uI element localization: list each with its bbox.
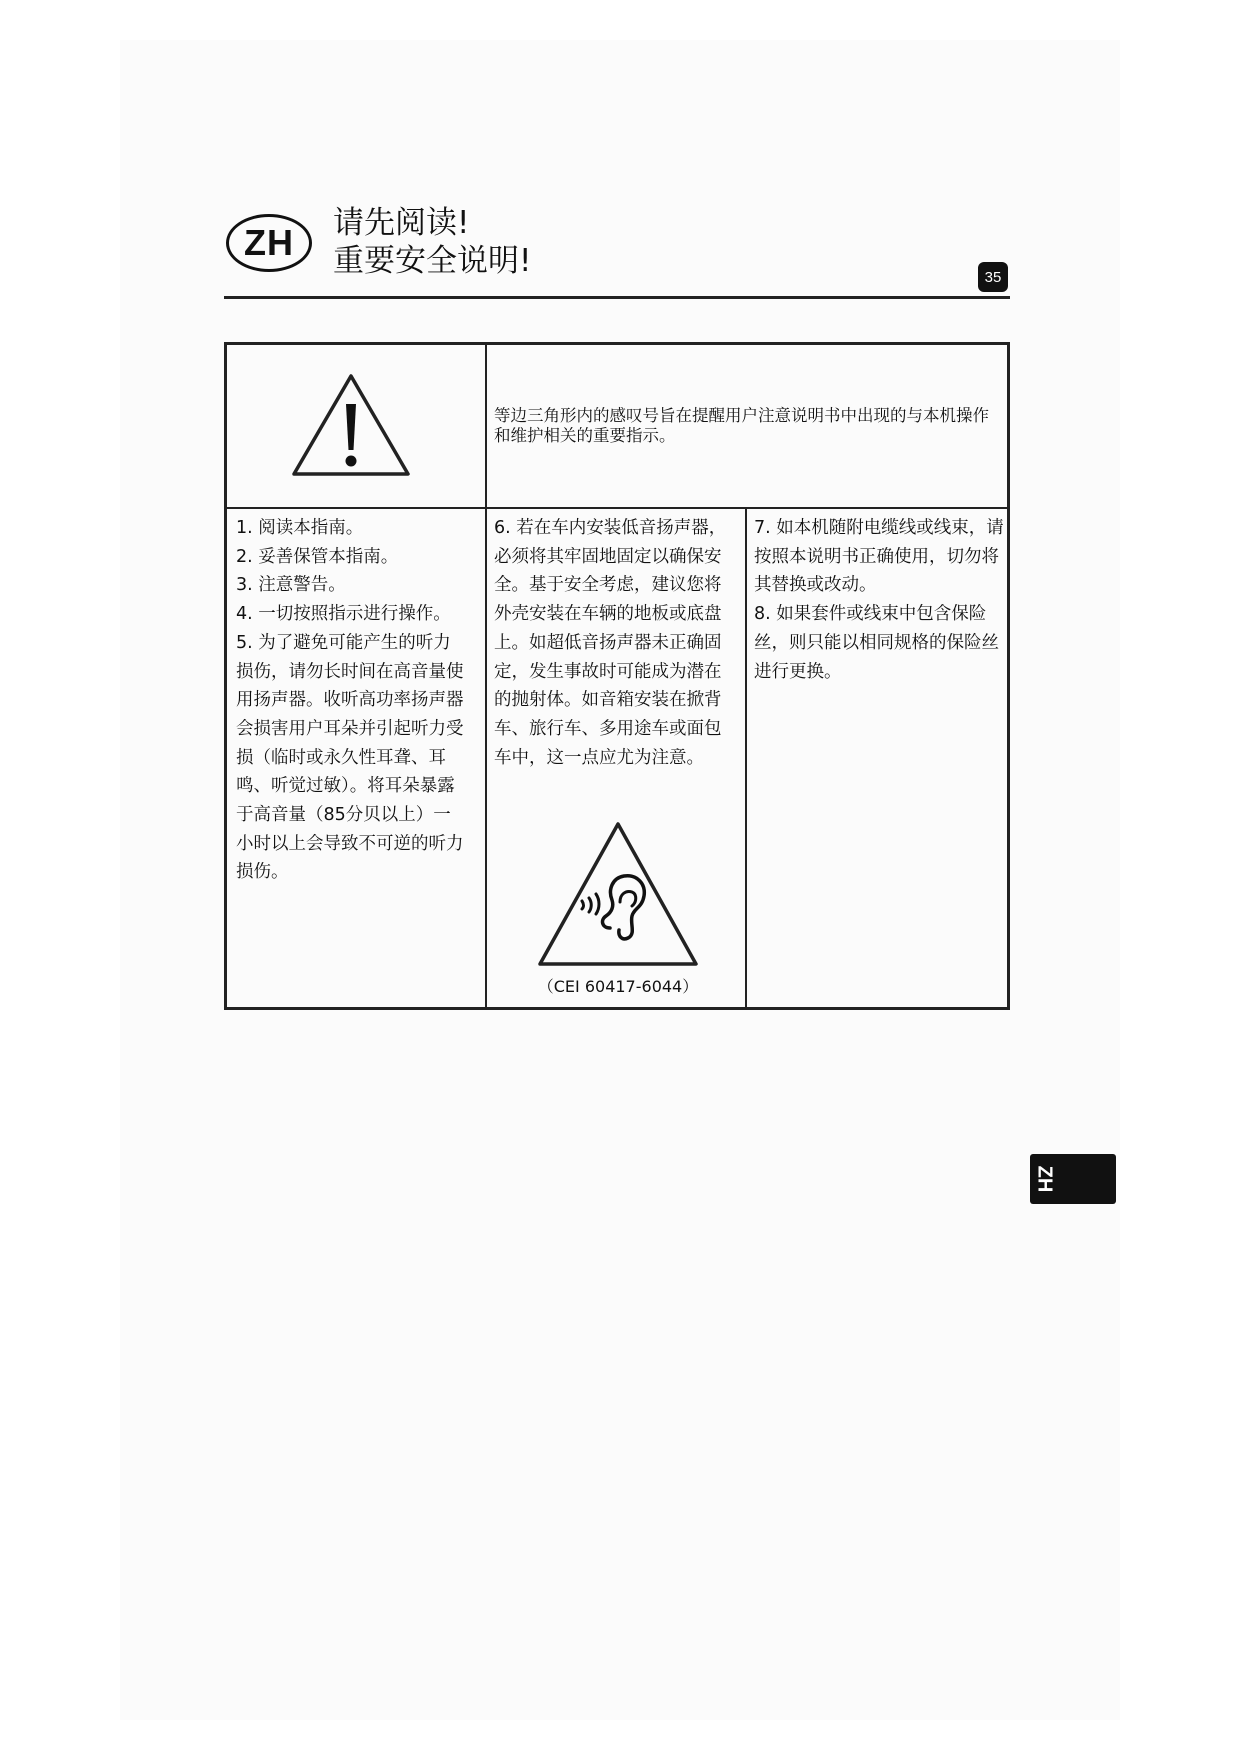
page-title [333, 204, 531, 280]
title-line-2: 重要安全说明! [333, 243, 532, 279]
instruction-item: 5. 为了避免可能产生的听力损伤，请勿长时间在高音量使用扬声器。收听高功率扬声器会损害用户耳朵并引起听力受损（临时或永久性耳聋、耳鸣、听觉过敏）。将耳朵暴露于高音量（85分贝以上）一小时以上会导致不可逆的听力损伤。 [236, 632, 464, 883]
language-code: ZH [244, 222, 294, 263]
table-divider [745, 507, 747, 1010]
instructions-column-2 [494, 514, 734, 772]
header-divider [224, 296, 1010, 299]
instruction-item: 8. 如果套件或线束中包含保险丝，则只能以相同规格的保险丝进行更换。 [754, 604, 999, 682]
instruction-item: 2. 妥善保管本指南。 [236, 546, 399, 567]
table-divider [224, 507, 1010, 509]
hearing-damage-warning-icon [536, 820, 700, 968]
language-side-tab [1030, 1154, 1116, 1204]
language-badge [226, 214, 312, 272]
instruction-item: 3. 注意警告。 [236, 575, 346, 596]
warning-triangle-icon [290, 372, 412, 478]
instructions-column-3 [754, 514, 1004, 686]
side-tab-label: ZH [1033, 1165, 1056, 1193]
instruction-item: 7. 如本机随附电缆线或线束，请按照本说明书正确使用，切勿将其替换或改动。 [754, 518, 1004, 596]
instructions-column-1 [236, 514, 468, 887]
warning-intro-text: 等边三角形内的感叹号旨在提醒用户注意说明书中出现的与本机操作和维护相关的重要指示。 [494, 406, 989, 445]
standard-reference: （CEI 60417-6044） [537, 977, 699, 996]
instruction-item: 6. 若在车内安装低音扬声器，必须将其牢固地固定以确保安全。基于安全考虑，建议您将外壳安装在车辆的地板或底盘上。如超低音扬声器未正确固定，发生事故时可能成为潜在的抛射体。如音箱安装在掀背车、旅行车、多用途车或面包车中，这一点应尤为注意。 [494, 518, 727, 768]
title-line-1: 请先阅读! [333, 205, 470, 241]
instruction-item: 1. 阅读本指南。 [236, 518, 364, 538]
page-number: 35 [978, 262, 1008, 292]
table-divider [485, 342, 487, 1010]
instruction-item: 4. 一切按照指示进行操作。 [236, 604, 451, 625]
